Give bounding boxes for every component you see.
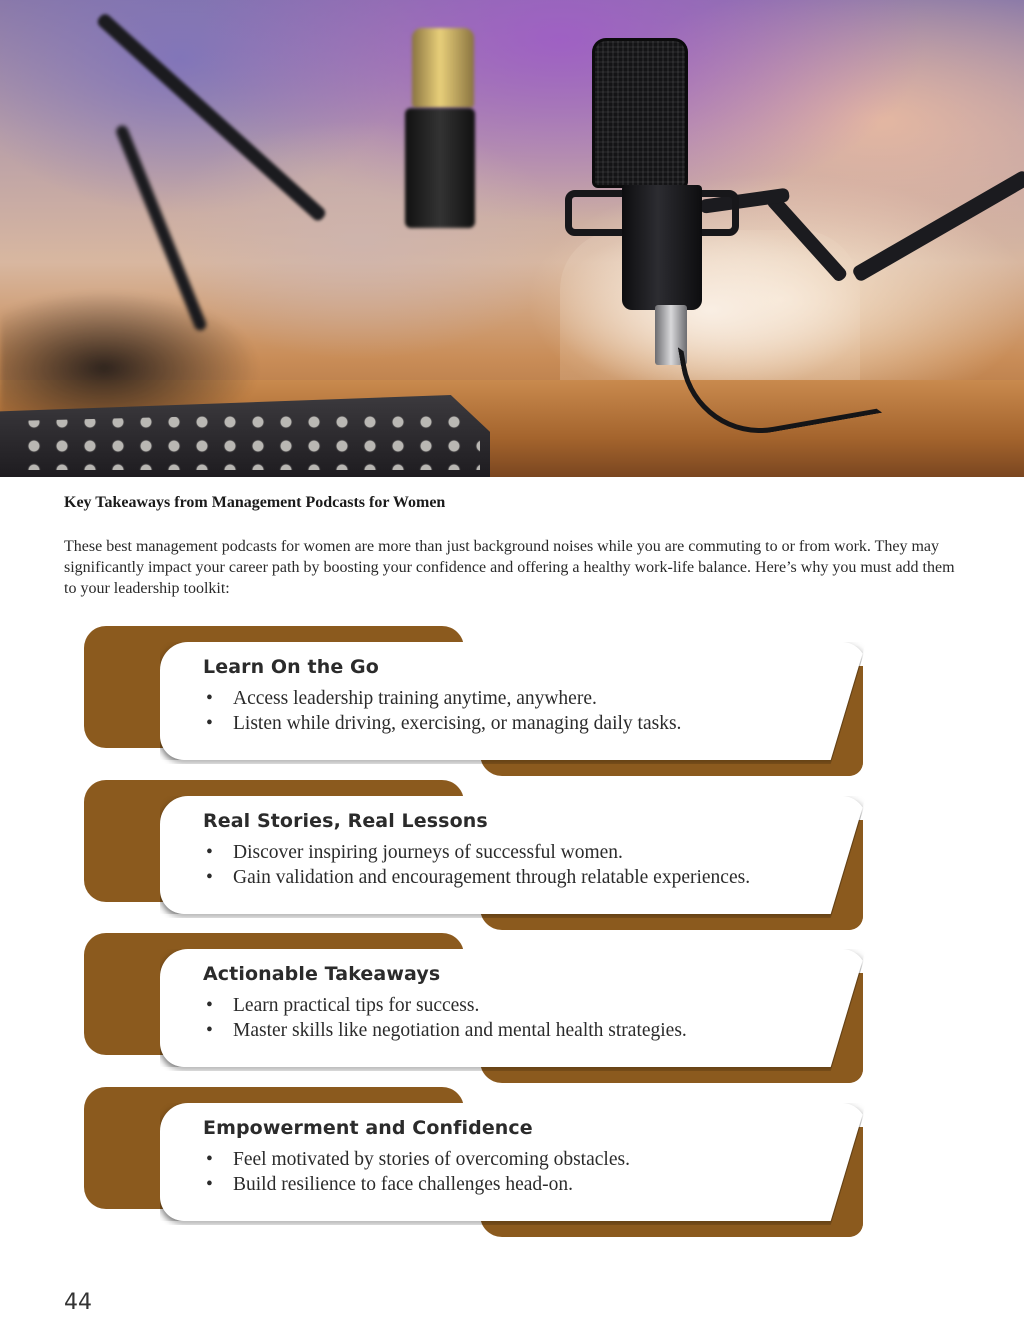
- background-microphone-body: [405, 108, 475, 228]
- section-heading: Key Takeaways from Management Podcasts for Women: [64, 494, 446, 511]
- card-title: Empowerment and Confidence: [203, 1117, 533, 1139]
- background-microphone-head: [412, 28, 474, 108]
- takeaway-card: [84, 626, 874, 778]
- takeaway-card: [84, 933, 874, 1085]
- card-bullet: • Access leadership training anytime, anywhere.: [203, 686, 681, 711]
- card-title: Actionable Takeaways: [203, 963, 441, 985]
- card-bullet-list: [203, 686, 681, 736]
- card-title: Real Stories, Real Lessons: [203, 810, 488, 832]
- card-bullet: • Gain validation and encouragement through relatable experiences.: [203, 865, 750, 890]
- card-bullet: • Learn practical tips for success.: [203, 993, 687, 1018]
- card-bullet-list: [203, 1147, 630, 1197]
- card-bullet: • Master skills like negotiation and mental health strategies.: [203, 1018, 687, 1043]
- card-bullet-list: [203, 993, 687, 1043]
- card-bullet: • Listen while driving, exercising, or managing daily tasks.: [203, 711, 681, 736]
- card-bullet: • Build resilience to face challenges head-on.: [203, 1172, 630, 1197]
- card-title: Learn On the Go: [203, 656, 379, 678]
- podcast-microphone-photo: [0, 0, 1024, 477]
- takeaway-card: [84, 1087, 874, 1239]
- card-bullet: • Discover inspiring journeys of successful women.: [203, 840, 750, 865]
- card-bullet: • Feel motivated by stories of overcoming obstacles.: [203, 1147, 630, 1172]
- card-bullet-list: [203, 840, 750, 890]
- intro-paragraph: These best management podcasts for women are more than just background noises while you are commuting to or from work. They may significantly impact your career path by boosting your confidence and offering a healthy work-life balance. Here’s why you must add them to your leadership toolkit:: [64, 538, 955, 597]
- right-mic-arm: [851, 169, 1024, 283]
- takeaway-card: [84, 780, 874, 932]
- foreground-microphone-body: [622, 185, 702, 310]
- blurred-cables: [0, 290, 260, 420]
- foreground-microphone-grille: [592, 38, 688, 188]
- page-number: 44: [64, 1290, 92, 1315]
